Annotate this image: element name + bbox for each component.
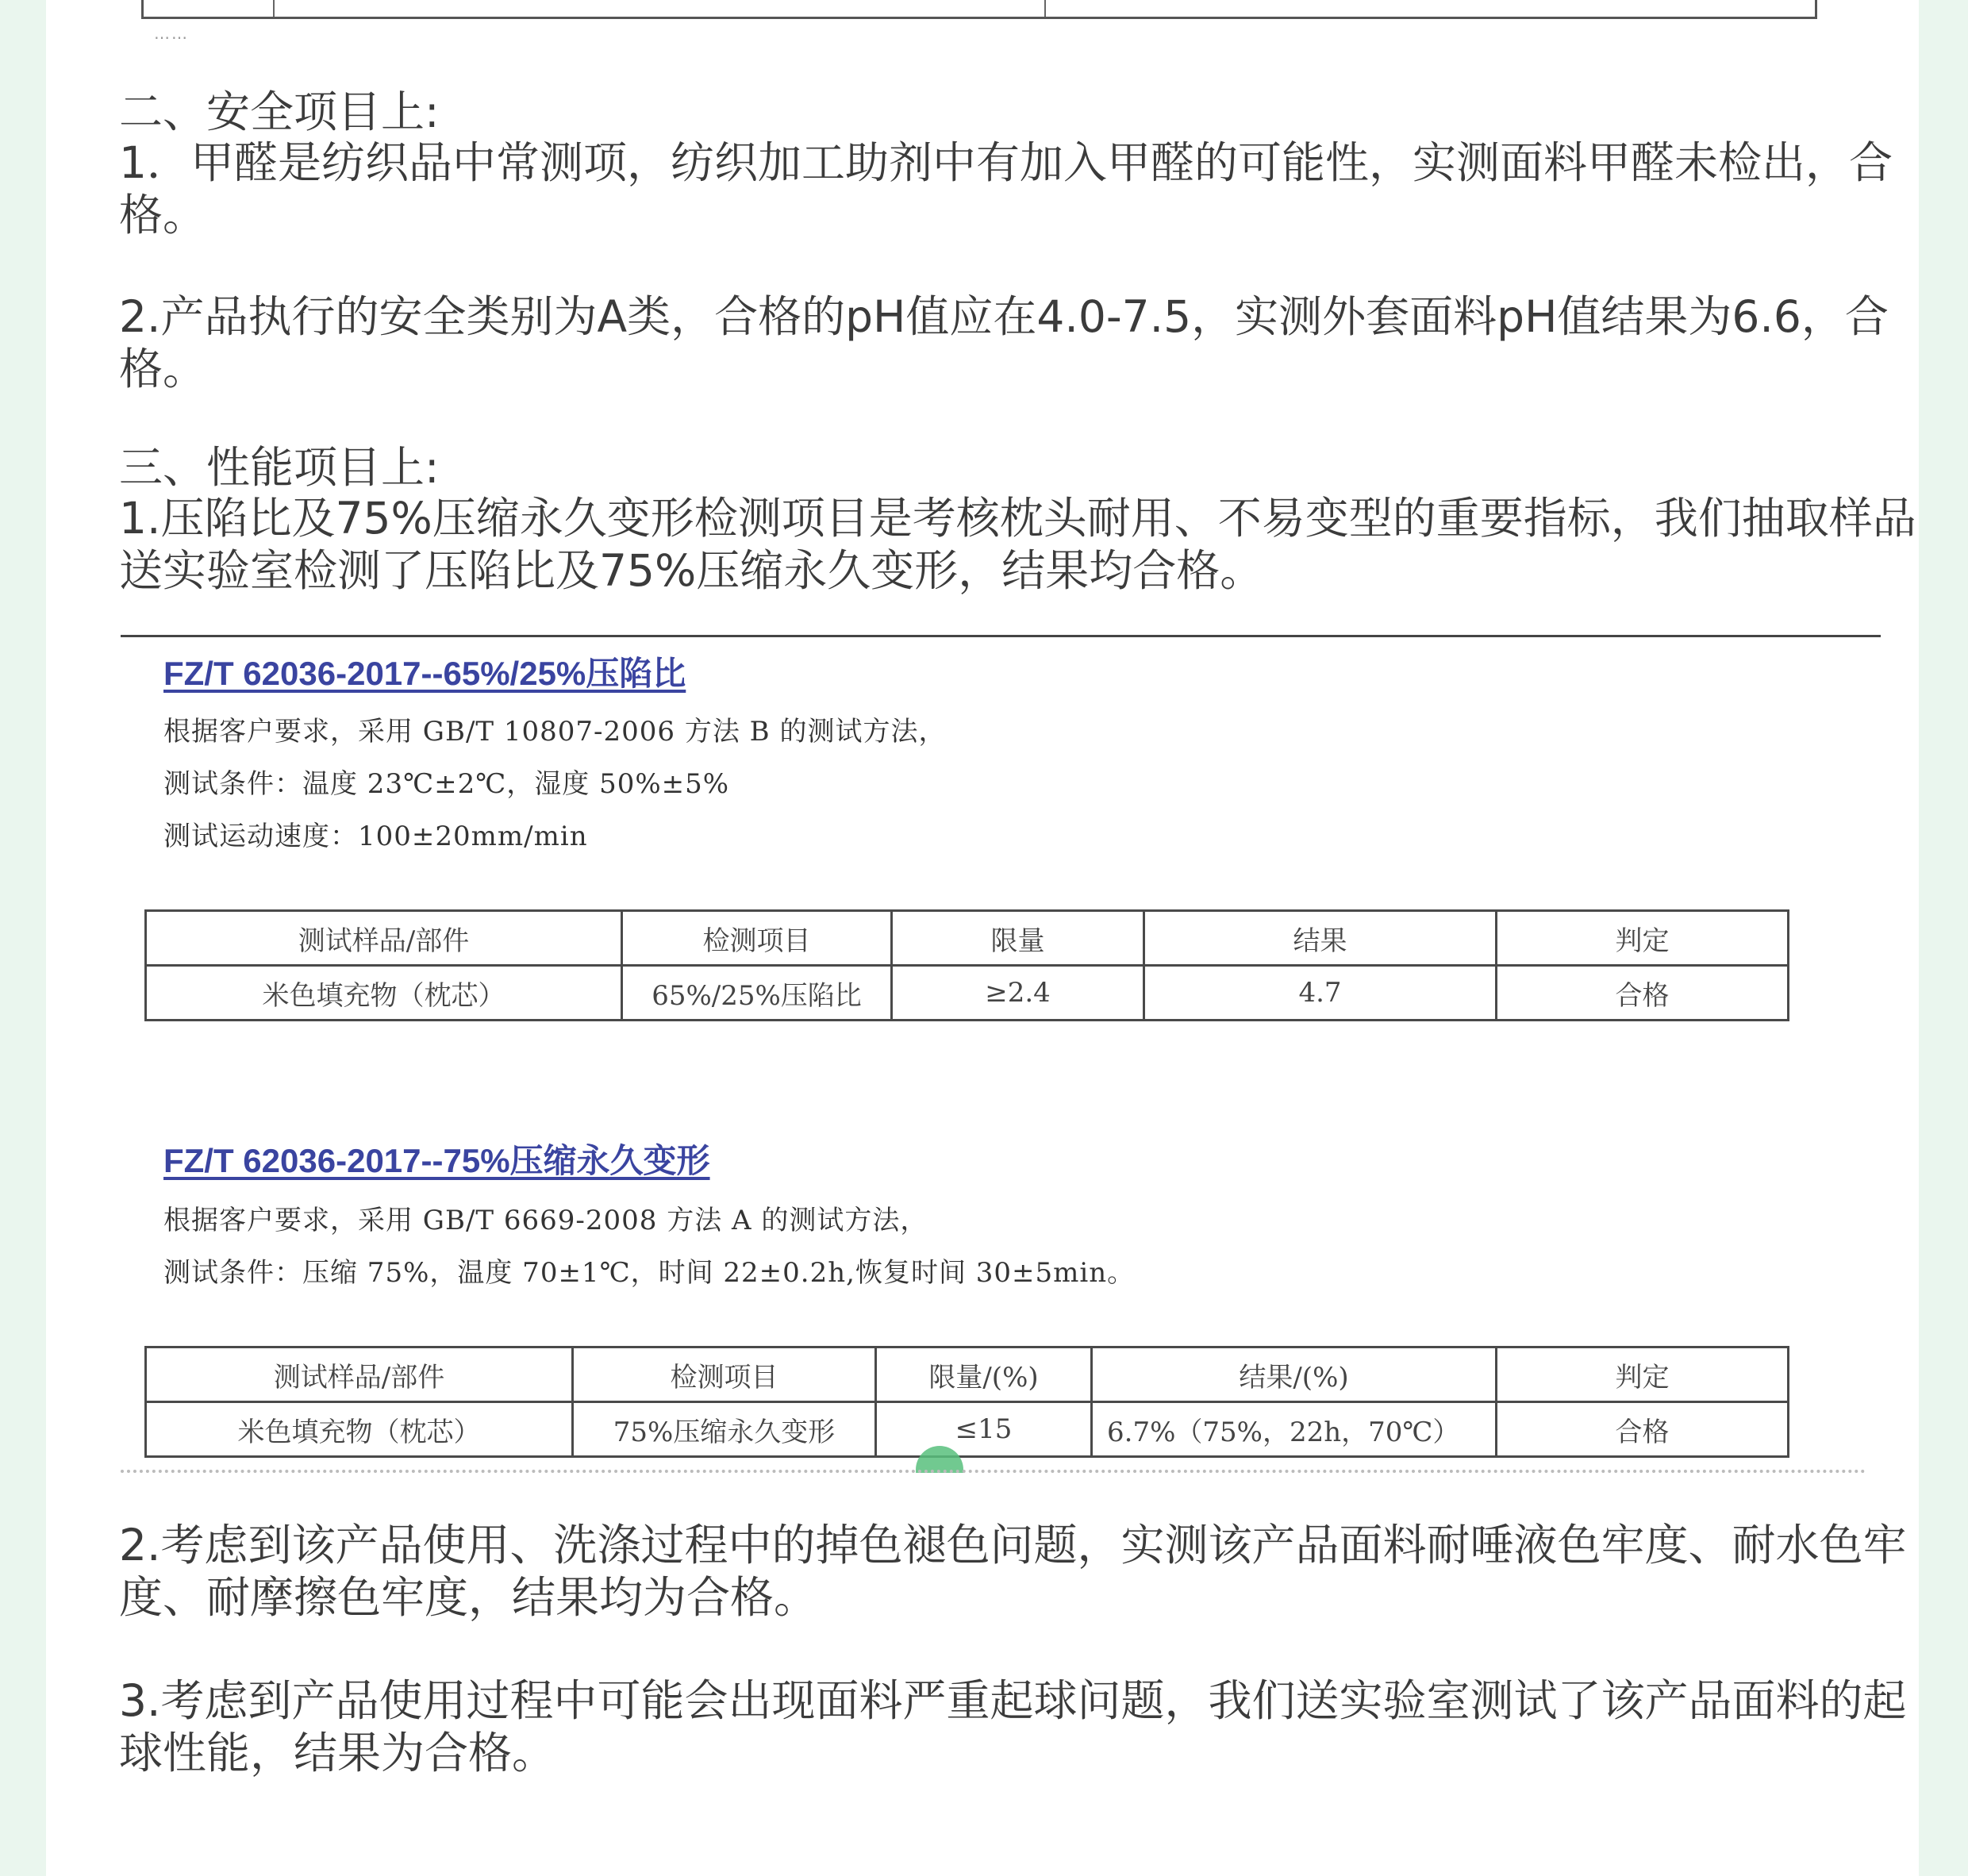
table-cell: 75%压缩永久变形 bbox=[573, 1402, 876, 1457]
table-header: 测试样品/部件 bbox=[146, 1347, 573, 1402]
performance-heading: 三、性能项目上: bbox=[119, 442, 440, 493]
previous-table-remnant bbox=[141, 0, 1817, 19]
report1-conditions: 测试条件：温度 23℃±2℃，湿度 50%±5% bbox=[163, 768, 730, 800]
table-cell: 65%/25%压陷比 bbox=[622, 966, 892, 1021]
table-divider bbox=[1044, 0, 1046, 17]
table-cell: 合格 bbox=[1497, 1402, 1789, 1457]
report2-conditions: 测试条件：压缩 75%，温度 70±1℃，时间 22±0.2h,恢复时间 30±5min。 bbox=[163, 1257, 1136, 1289]
table-row bbox=[146, 1402, 1789, 1457]
table-header: 结果 bbox=[1144, 911, 1497, 966]
performance-item-colorfastness: 2.考虑到该产品使用、洗涤过程中的掉色褪色问题，实测该产品面料耐唾液色牢度、耐水色牢度、耐摩擦色牢度，结果均为合格。 bbox=[119, 1520, 1907, 1623]
table-cell: ≤15 bbox=[876, 1402, 1092, 1457]
report2-table bbox=[144, 1346, 1789, 1458]
table-cell: 合格 bbox=[1497, 966, 1789, 1021]
safety-item-ph: 2.产品执行的安全类别为A类，合格的pH值应在4.0-7.5，实测外套面料pH值结果为6.6，合格。 bbox=[119, 291, 1889, 394]
table-header: 限量 bbox=[892, 911, 1144, 966]
table-divider bbox=[273, 0, 275, 17]
divider-line bbox=[121, 635, 1881, 637]
dotted-divider bbox=[121, 1470, 1866, 1473]
report2-title: FZ/T 62036-2017--75%压缩永久变形 bbox=[163, 1142, 710, 1179]
report1-table bbox=[144, 909, 1789, 1021]
table-footnote: …… bbox=[154, 24, 189, 43]
table-header: 检测项目 bbox=[622, 911, 892, 966]
table-header-row bbox=[146, 1347, 1789, 1402]
report1-speed: 测试运动速度：100±20mm/min bbox=[163, 821, 588, 852]
safety-heading: 二、安全项目上: bbox=[119, 86, 440, 137]
table-header: 判定 bbox=[1497, 911, 1789, 966]
table-header-row bbox=[146, 911, 1789, 966]
table-header: 测试样品/部件 bbox=[146, 911, 622, 966]
report1-method: 根据客户要求，采用 GB/T 10807-2006 方法 B 的测试方法， bbox=[163, 716, 947, 748]
table-header: 结果/(%) bbox=[1092, 1347, 1497, 1402]
safety-item-formaldehyde: 1．甲醛是纺织品中常测项，纺织加工助剂中有加入甲醛的可能性，实测面料甲醛未检出，合格。 bbox=[119, 137, 1893, 240]
report2-method: 根据客户要求，采用 GB/T 6669-2008 方法 A 的测试方法， bbox=[163, 1205, 928, 1236]
table-header: 判定 bbox=[1497, 1347, 1789, 1402]
page bbox=[46, 0, 1919, 1876]
table-header: 限量/(%) bbox=[876, 1347, 1092, 1402]
table-cell: 6.7%（75%，22h，70℃） bbox=[1092, 1402, 1497, 1457]
performance-item-compression: 1.压陷比及75%压缩永久变形检测项目是考核枕头耐用、不易变型的重要指标，我们抽取样品送实验室检测了压陷比及75%压缩永久变形，结果均合格。 bbox=[119, 493, 1916, 596]
table-cell: 米色填充物（枕芯） bbox=[146, 1402, 573, 1457]
table-cell: 4.7 bbox=[1144, 966, 1497, 1021]
table-row bbox=[146, 966, 1789, 1021]
report1-title: FZ/T 62036-2017--65%/25%压陷比 bbox=[163, 655, 686, 692]
table-cell: ≥2.4 bbox=[892, 966, 1144, 1021]
table-cell: 米色填充物（枕芯） bbox=[146, 966, 622, 1021]
table-header: 检测项目 bbox=[573, 1347, 876, 1402]
performance-item-pilling: 3.考虑到产品使用过程中可能会出现面料严重起球问题，我们送实验室测试了该产品面料的起球性能，结果为合格。 bbox=[119, 1675, 1907, 1778]
